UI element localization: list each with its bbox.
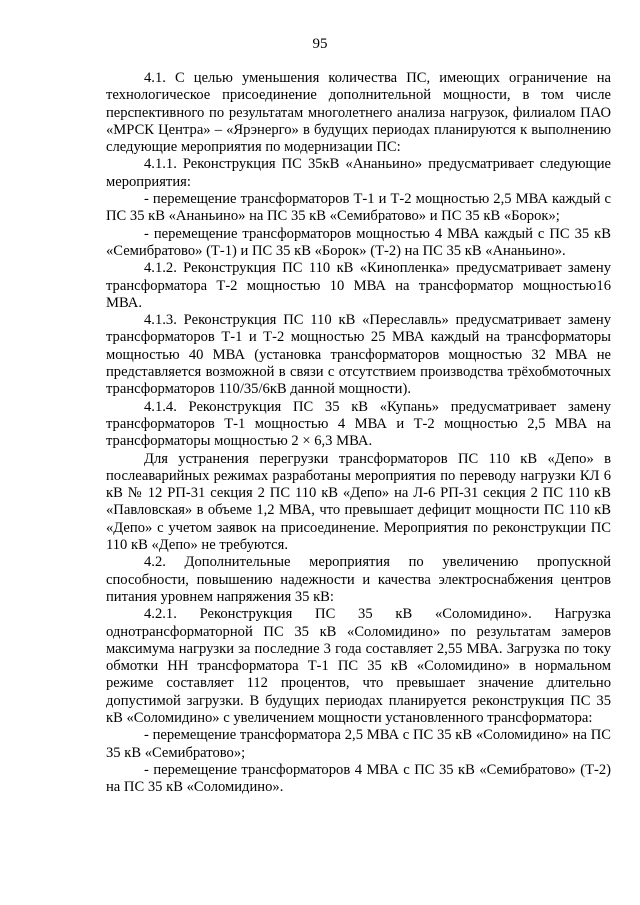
list-item-ananyino-1: - перемещение трансформаторов Т-1 и Т-2 мощностью 2,5 МВА каждый с ПС 35 кВ «Ананьино» на ПС 35 кВ «Семибратово» и ПС 35 кВ «Борок»; — [106, 191, 611, 225]
paragraph-4-1-3: 4.1.3. Реконструкция ПС 110 кВ «Переславль» предусматривает замену трансформаторов Т-1 и Т-2 мощностью 25 МВА каждый на трансформаторы мощностью 40 МВА (установка трансформаторов мощностью 32 МВА не представляется возможной в связи с отсутствием производства трёхобмоточных трансформаторов 110/35/6кВ данной мощности). — [106, 312, 611, 398]
list-item-solomidino-1: - перемещение трансформатора 2,5 МВА с ПС 35 кВ «Соломидино» на ПС 35 кВ «Семибратово»; — [106, 727, 611, 761]
paragraph-depo: Для устранения перегрузки трансформаторов ПС 110 кВ «Депо» в послеаварийных режимах разработаны мероприятия по переводу нагрузки КЛ 6 кВ № 12 РП-31 секция 2 ПС 110 кВ «Депо» на Л-6 РП-31 секция 2 ПС 110 кВ «Павловская» в объеме 1,2 МВА, что превышает дефицит мощности ПС 110 кВ «Депо» с учетом заявок на присоединение. Мероприятия по реконструкции ПС 110 кВ «Депо» не требуются. — [106, 450, 611, 554]
paragraph-4-1-1: 4.1.1. Реконструкция ПС 35кВ «Ананьино» предусматривает следующие мероприятия: — [106, 156, 611, 190]
list-item-solomidino-2: - перемещение трансформаторов 4 МВА с ПС 35 кВ «Семибратово» (Т-2) на ПС 35 кВ «Соломидино». — [106, 761, 611, 796]
paragraph-4-1-4: 4.1.4. Реконструкция ПС 35 кВ «Купань» предусматривает замену трансформаторов Т-1 мощностью 4 МВА и Т-2 мощностью 2,5 МВА на трансформаторы мощностью 2 × 6,3 МВА. — [106, 398, 611, 450]
paragraph-4-2-1: 4.2.1. Реконструкция ПС 35 кВ «Соломидино». Нагрузка однотрансформаторной ПС 35 кВ «Соломидино» по результатам замеров максимума нагрузки за последние 3 года составляет 2,55 МВА. Загрузка по току обмотки НН трансформатора Т-1 ПС 35 кВ «Соломидино» в нормальном режиме составляет 112 процентов, что превышает значение длительно допустимой загрузки. В будущих периодах планируется реконструкция ПС 35 кВ «Соломидино» с увеличением мощности установленного трансформатора: — [106, 606, 611, 726]
page-number: 95 — [312, 36, 328, 52]
paragraph-4-1: 4.1. С целью уменьшения количества ПС, имеющих ограничение на технологическое присоединение дополнительной мощности, в том числе перспективного по результатам многолетнего анализа нагрузок, филиалом ПАО «МРСК Центра» – «Ярэнерго» в будущих периодах планируются к выполнению следующие мероприятия по модернизации ПС: — [106, 70, 611, 156]
paragraph-4-2: 4.2. Дополнительные мероприятия по увеличению пропускной способности, повышению надежности и качества электроснабжения центров питания уровнем напряжения 35 кВ: — [106, 554, 611, 605]
paragraph-4-1-2: 4.1.2. Реконструкция ПС 110 кВ «Кинопленка» предусматривает замену трансформатора Т-2 мощностью 10 МВА на трансформатор мощностью16 МВА. — [106, 260, 611, 311]
list-item-ananyino-2: - перемещение трансформаторов мощностью 4 МВА каждый с ПС 35 кВ «Семибратово» (Т-1) и ПС 35 кВ «Борок» (Т-2) на ПС 35 кВ «Ананьино». — [106, 225, 611, 259]
document-body — [106, 70, 611, 796]
